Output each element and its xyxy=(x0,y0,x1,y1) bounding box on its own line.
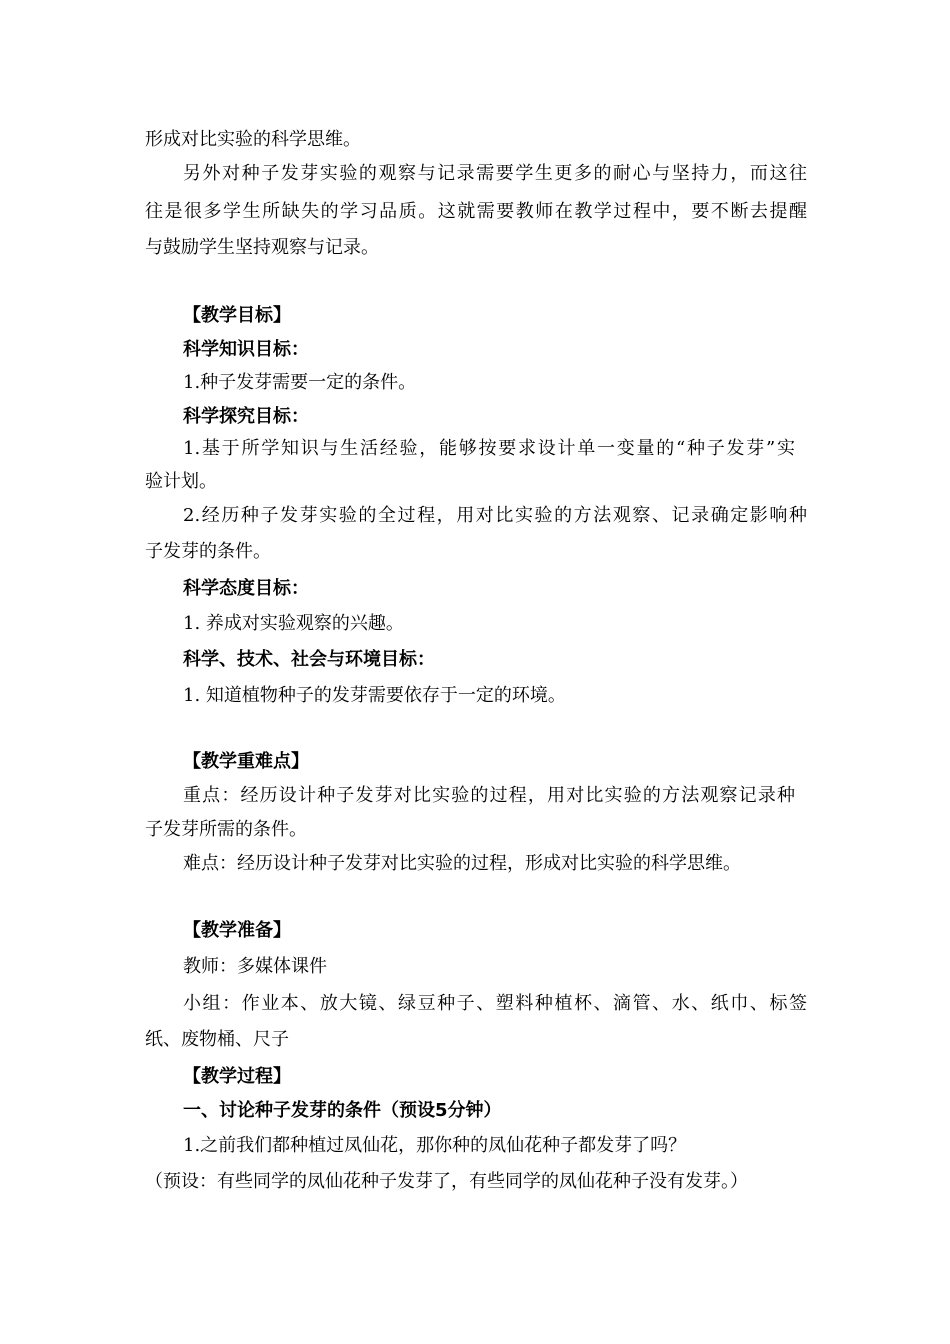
prep-group-b: 纸、废物桶、尺子 xyxy=(145,1029,289,1050)
process-question-1: 1.之前我们都种植过凤仙花，那你种的凤仙花种子都发芽了吗？ xyxy=(183,1135,687,1156)
process-heading: 【教学过程】 xyxy=(183,1066,291,1087)
intro-line-4: 与鼓励学生坚持观察与记录。 xyxy=(145,237,379,258)
intro-line-3: 往是很多学生所缺失的学习品质。这就需要教师在教学过程中，要不断去提醒 xyxy=(145,201,807,222)
intro-line-2: 另外对种子发芽实验的观察与记录需要学生更多的耐心与坚持力，而这往 xyxy=(183,163,807,184)
intro-line-1: 形成对比实验的科学思维。 xyxy=(145,129,361,150)
prep-heading: 【教学准备】 xyxy=(183,920,291,941)
attitude-goal-1: 1. 养成对实验观察的兴趣。 xyxy=(183,613,404,634)
focus-line-b: 子发芽所需的条件。 xyxy=(145,819,307,840)
goals-heading: 【教学目标】 xyxy=(183,305,291,326)
sts-goal-title: 科学、技术、社会与环境目标： xyxy=(183,649,435,670)
inquiry-goal-1a: 1.基于所学知识与生活经验，能够按要求设计单一变量的“种子发芽”实 xyxy=(183,438,795,459)
difficulty-line: 难点：经历设计种子发芽对比实验的过程，形成对比实验的科学思维。 xyxy=(183,853,741,874)
knowledge-goal-title: 科学知识目标： xyxy=(183,339,309,360)
process-preset-1: （预设：有些同学的凤仙花种子发芽了，有些同学的凤仙花种子没有发芽。） xyxy=(145,1171,748,1192)
inquiry-goal-2b: 子发芽的条件。 xyxy=(145,541,271,562)
prep-teacher: 教师：多媒体课件 xyxy=(183,956,327,977)
focus-line-a: 重点：经历设计种子发芽对比实验的过程，用对比实验的方法观察记录种 xyxy=(183,785,795,806)
prep-group-a: 小组：作业本、放大镜、绿豆种子、塑料种植杯、滴管、水、纸巾、标签 xyxy=(183,993,807,1014)
inquiry-goal-title: 科学探究目标： xyxy=(183,406,309,427)
attitude-goal-title: 科学态度目标： xyxy=(183,578,309,599)
inquiry-goal-1b: 验计划。 xyxy=(145,471,217,492)
inquiry-goal-2a: 2.经历种子发芽实验的全过程，用对比实验的方法观察、记录确定影响种 xyxy=(183,505,807,526)
process-section-1: 一、讨论种子发芽的条件（预设5分钟） xyxy=(183,1100,502,1121)
knowledge-goal-1: 1.种子发芽需要一定的条件。 xyxy=(183,372,417,393)
sts-goal-1: 1. 知道植物种子的发芽需要依存于一定的环境。 xyxy=(183,685,566,706)
keypoints-heading: 【教学重难点】 xyxy=(183,751,309,772)
